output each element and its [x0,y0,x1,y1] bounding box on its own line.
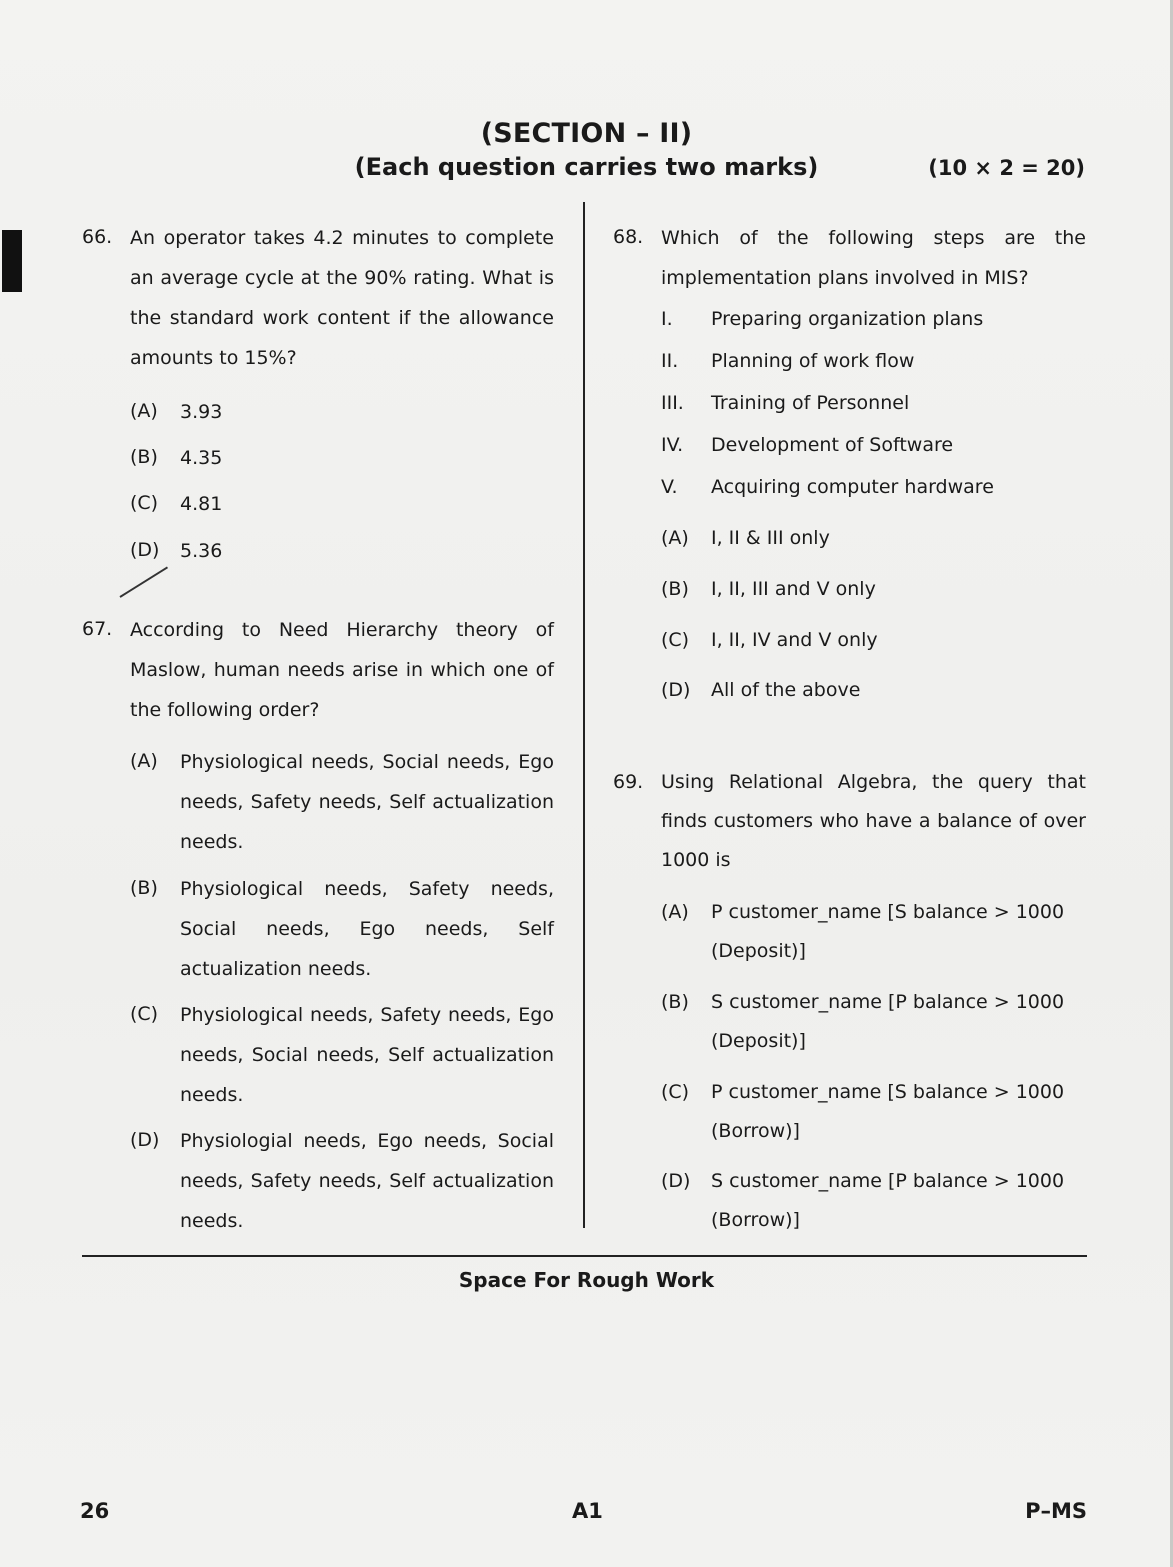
option-text: 5.36 [180,540,223,562]
option-label: (D) [130,539,160,561]
option-a [130,742,554,862]
option-d [661,1162,1086,1240]
option-label: (C) [661,1081,690,1103]
column-divider [583,202,585,1228]
option-label: (A) [661,527,689,549]
option-b [661,983,1086,1061]
statement-text: Preparing organization plans [711,308,984,330]
option-label: (A) [661,901,689,923]
question-number: 67. [82,618,113,640]
option-c [130,484,222,524]
statement-label: II. [661,350,679,372]
option-label: (D) [130,1129,160,1151]
option-c [130,995,554,1115]
option-c [661,1073,1086,1151]
option-text: P customer_name [S balance > 1000 (Borrow)] [711,1081,1065,1142]
section-title: (SECTION – II) [480,118,693,149]
option-text: S customer_name [P balance > 1000 (Deposit)] [711,991,1065,1052]
option-text: I, II & III only [711,527,830,549]
option-label: (D) [661,679,691,701]
question-text: Which of the following steps are the implementation plans involved in MIS? [661,227,1086,289]
paper-code: P–MS [1025,1499,1087,1523]
option-label: (D) [661,1170,691,1192]
question-number: 66. [82,226,113,248]
statement-label: I. [661,308,673,330]
option-text: Physiological needs, Safety needs, Ego needs, Social needs, Self actualization needs. [180,1004,554,1106]
option-d [661,679,860,701]
option-text: S customer_name [P balance > 1000 (Borrow)] [711,1170,1065,1231]
option-text: 3.93 [180,401,223,423]
question-69 [613,763,1086,1231]
statement-5 [661,476,994,498]
statement-text: Training of Personnel [711,392,910,414]
pen-mark [119,566,168,597]
option-b [130,869,554,989]
question-text: Using Relational Algebra, the query that finds customers who have a balance of over 1000 is [661,771,1086,871]
option-label: (A) [130,400,158,422]
question-text: An operator takes 4.2 minutes to complete an average cycle at the 90% rating. What is the standard work content if the allowance amounts to 15%? [130,227,554,369]
option-a [130,392,222,432]
series-code: A1 [572,1499,603,1523]
option-label: (B) [661,991,689,1013]
question-68 [613,218,1086,701]
option-text: I, II, IV and V only [711,629,878,651]
statement-2 [661,350,914,372]
option-b [130,438,222,478]
option-text: Physiological needs, Safety needs, Social needs, Ego needs, Self actualization needs. [180,878,554,980]
statement-4 [661,434,953,456]
question-66 [82,218,554,562]
statement-text: Acquiring computer hardware [711,476,994,498]
option-b [661,578,876,600]
rough-work-label: Space For Rough Work [458,1268,715,1292]
option-text: 4.35 [180,447,223,469]
statement-3 [661,392,909,414]
page-number: 26 [80,1499,110,1523]
question-67 [82,610,554,1232]
option-d [130,1121,554,1241]
option-c [661,629,878,651]
statement-1 [661,308,983,330]
question-number: 69. [613,771,644,793]
option-text: Physiologial needs, Ego needs, Social needs, Safety needs, Self actualization needs. [180,1130,554,1232]
option-text: Physiological needs, Social needs, Ego needs, Safety needs, Self actualization needs. [180,751,554,853]
statement-label: V. [661,476,678,498]
option-text: 4.81 [180,493,223,515]
option-label: (B) [661,578,689,600]
option-label: (A) [130,750,158,772]
option-a [661,893,1086,971]
question-number: 68. [613,226,644,248]
option-label: (B) [130,877,158,899]
option-a [661,527,830,549]
statement-text: Development of Software [711,434,954,456]
statement-label: III. [661,392,684,414]
option-text: P customer_name [S balance > 1000 (Deposit)] [711,901,1065,962]
statement-text: Planning of work flow [711,350,915,372]
question-text: According to Need Hierarchy theory of Maslow, human needs arise in which one of the following order? [130,619,554,721]
option-label: (C) [130,492,159,514]
section-subtitle: (Each question carries two marks) [354,153,819,181]
marks-allocation: (10 × 2 = 20) [928,156,1085,180]
option-label: (C) [130,1003,159,1025]
option-label: (B) [130,446,158,468]
edge-registration-mark [2,230,22,292]
statement-label: IV. [661,434,684,456]
option-label: (C) [661,629,690,651]
option-d [130,531,222,571]
option-text: All of the above [711,679,861,701]
rough-work-divider [82,1255,1087,1257]
option-text: I, II, III and V only [711,578,876,600]
